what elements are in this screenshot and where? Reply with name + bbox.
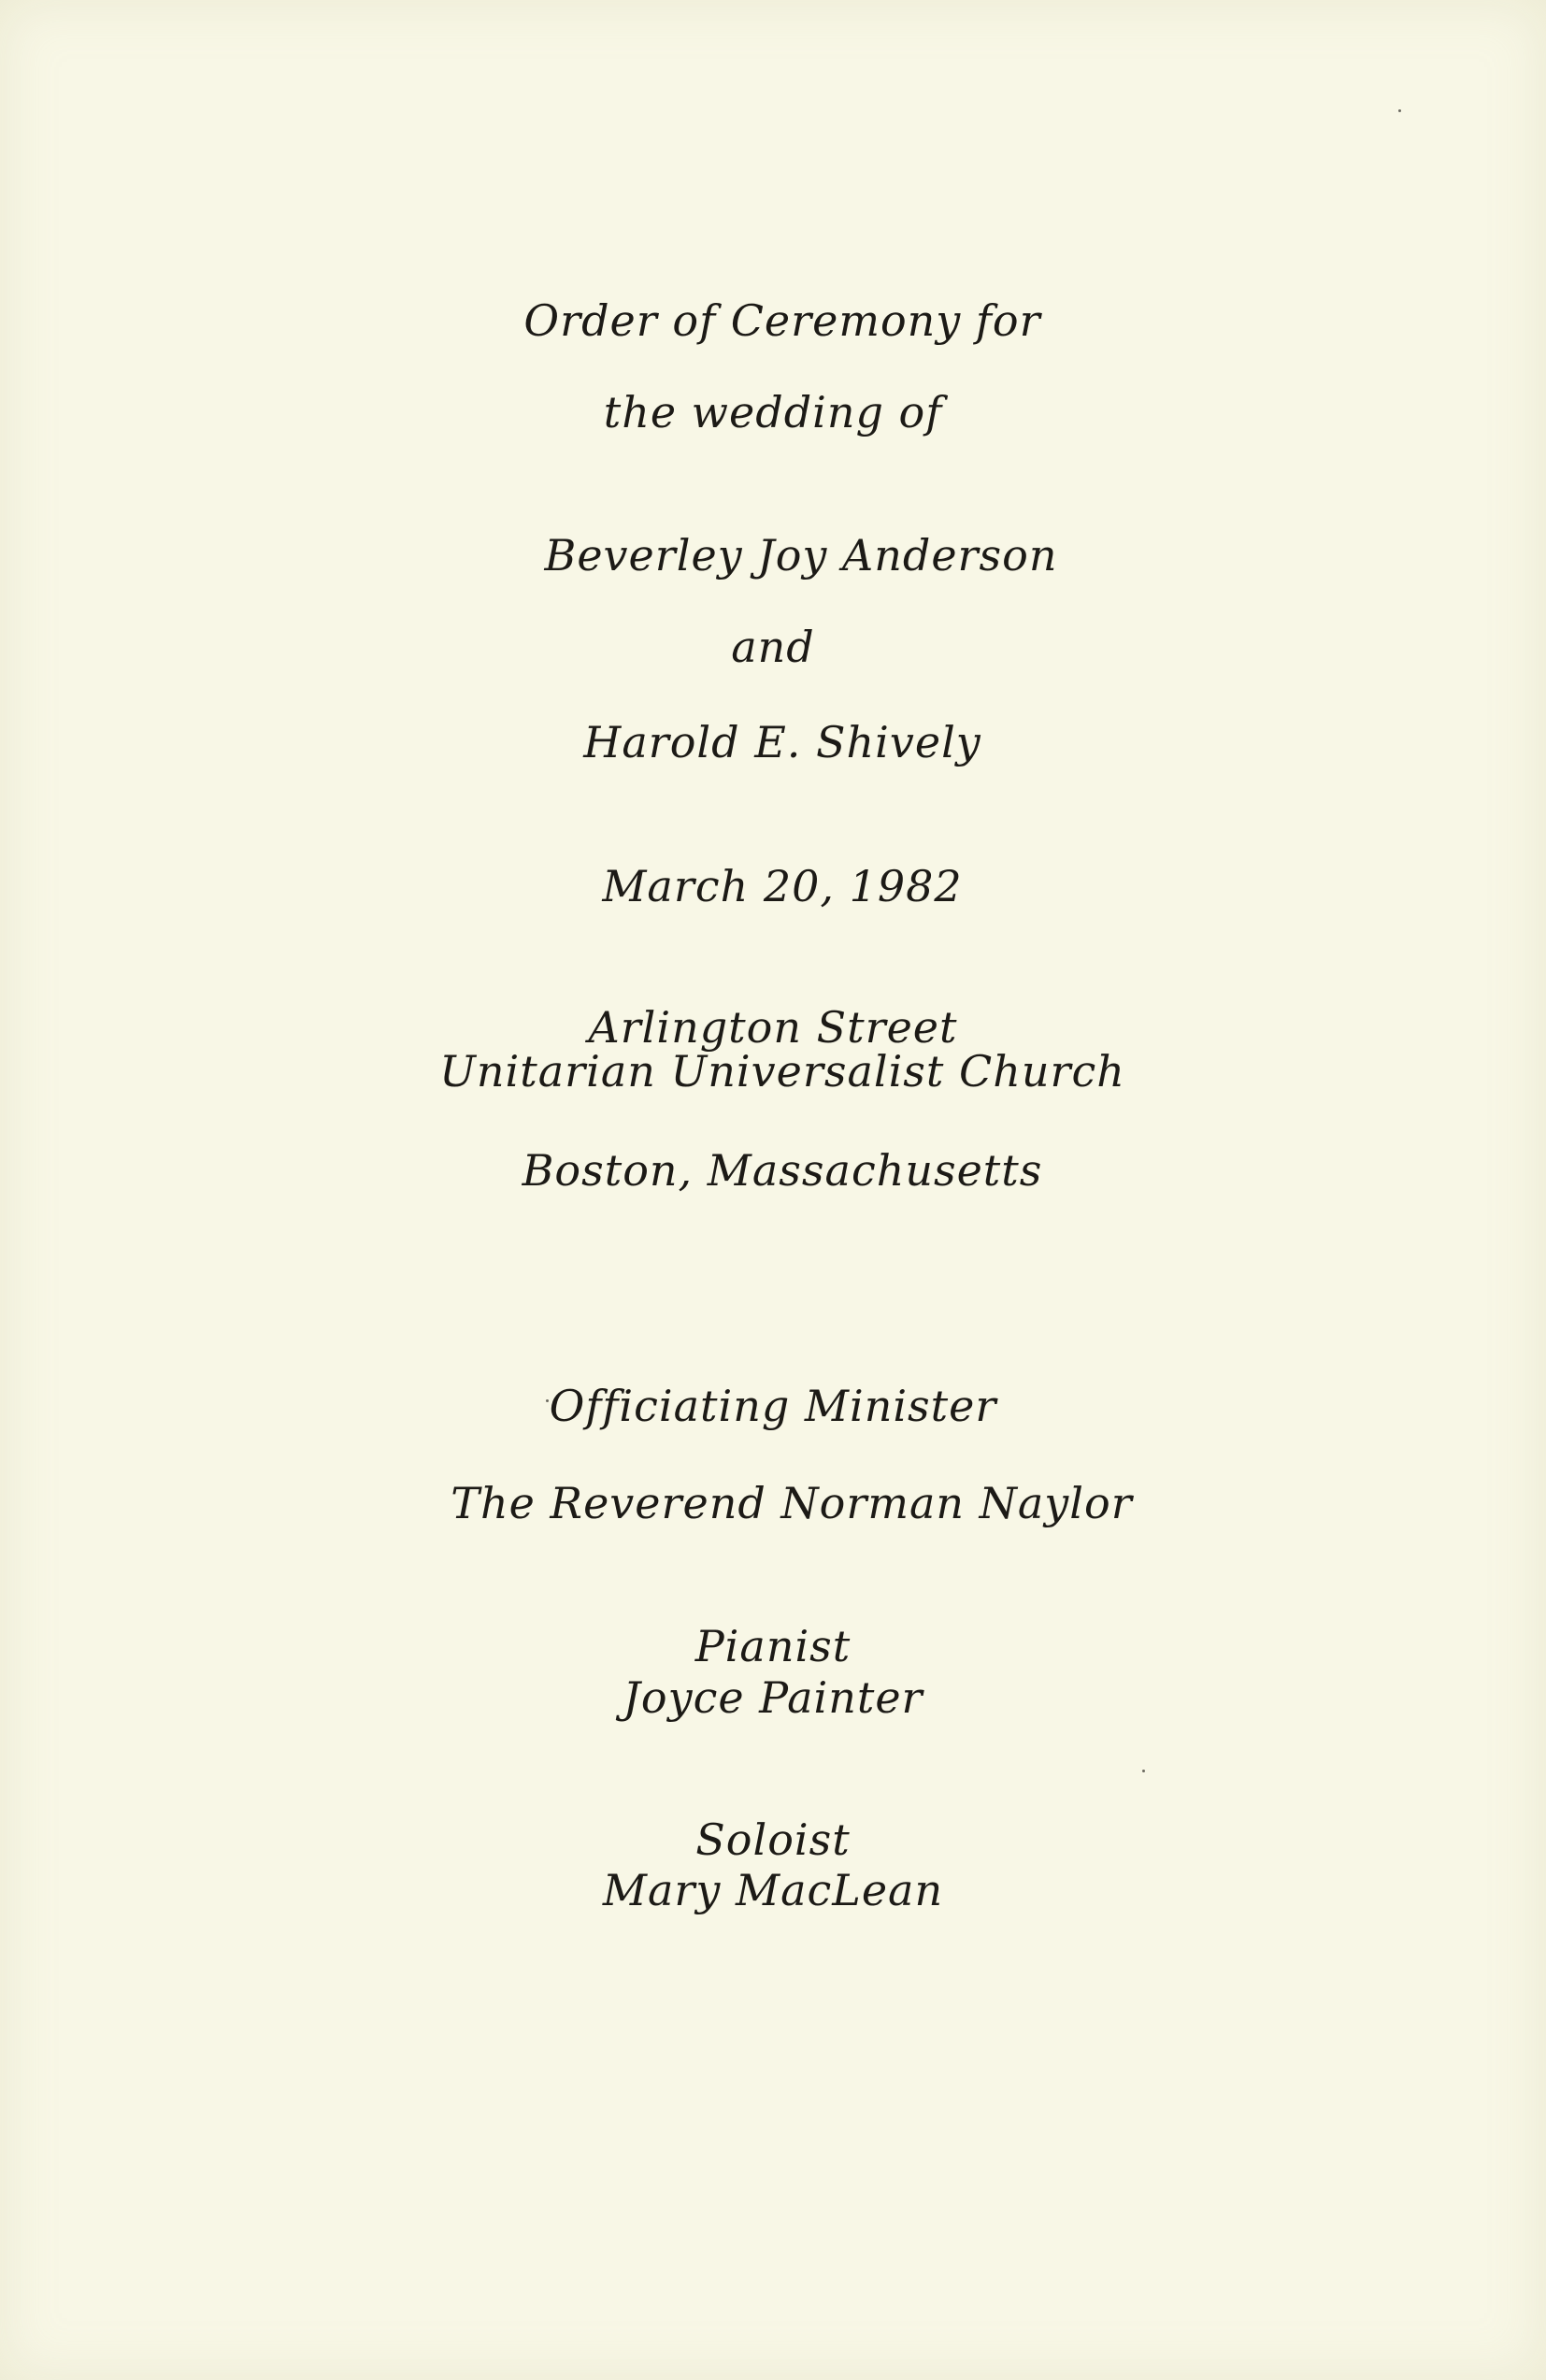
venue-line-1: Arlington Street xyxy=(588,1002,958,1053)
paper-speck xyxy=(546,1399,549,1402)
pianist-name: Joyce Painter xyxy=(623,1672,923,1723)
conjunction: and xyxy=(731,622,815,672)
bride-name: Beverley Joy Anderson xyxy=(544,530,1058,581)
ceremony-date: March 20, 1982 xyxy=(602,861,963,911)
venue-location: Boston, Massachusetts xyxy=(522,1145,1043,1196)
paper-speck xyxy=(1142,1770,1145,1772)
heading-line-2: the wedding of xyxy=(603,387,943,437)
groom-name: Harold E. Shively xyxy=(583,717,981,767)
soloist-name: Mary MacLean xyxy=(602,1865,944,1915)
soloist-label: Soloist xyxy=(695,1814,851,1865)
officiant-label: Officiating Minister xyxy=(549,1381,997,1431)
paper-speck xyxy=(1398,109,1401,112)
heading-line-1: Order of Ceremony for xyxy=(523,295,1041,346)
officiant-name: The Reverend Norman Naylor xyxy=(451,1478,1133,1528)
pianist-label: Pianist xyxy=(694,1621,852,1671)
venue-line-2: Unitarian Universalist Church xyxy=(439,1046,1125,1097)
